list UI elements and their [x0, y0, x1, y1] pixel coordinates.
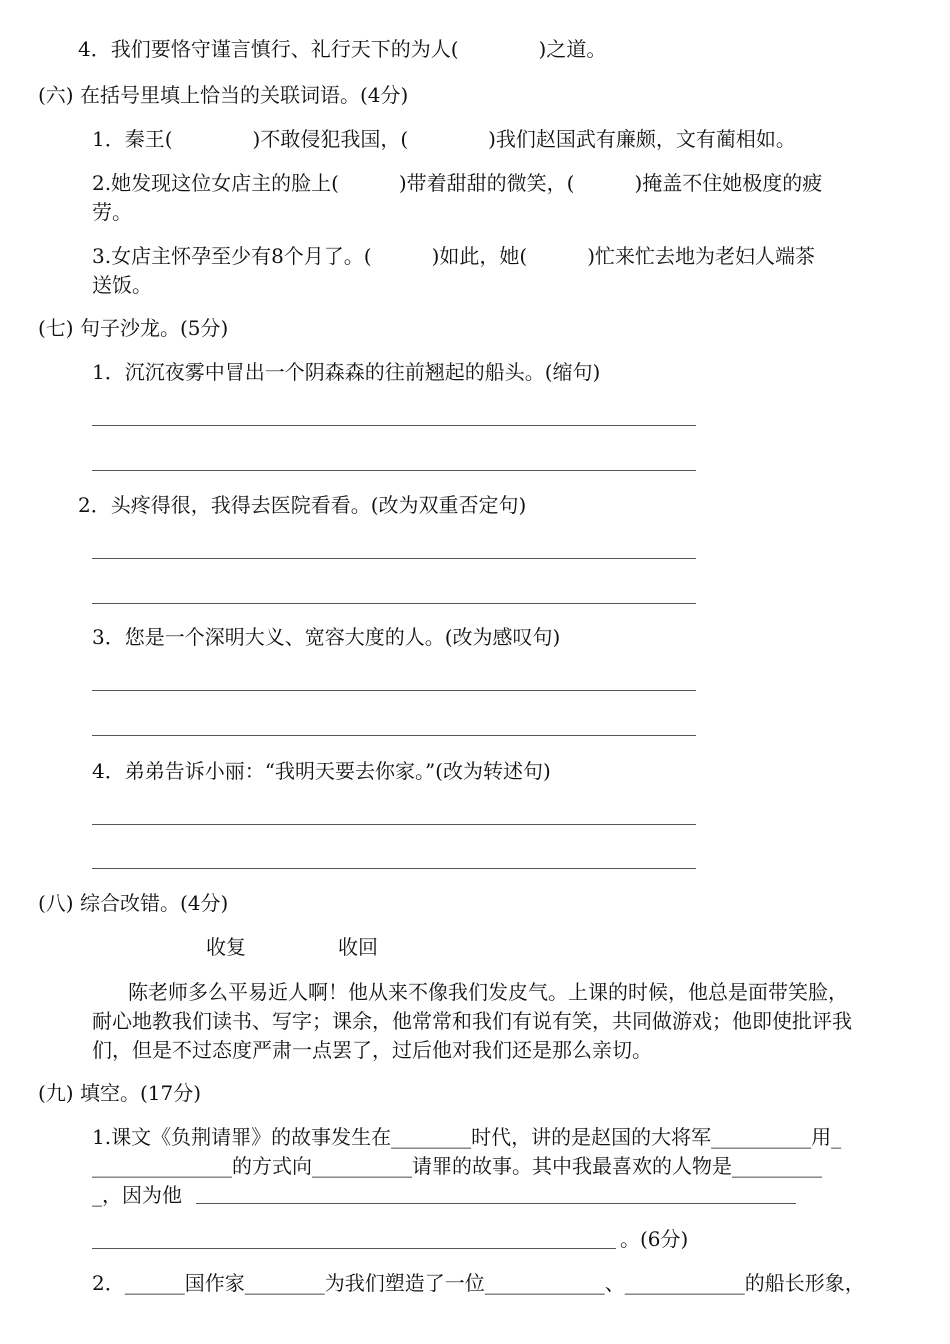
section-6-heading: (六) 在括号里填上恰当的关联词语。(4分) — [38, 83, 409, 107]
s6-question-3-line-2: 送饭。 — [92, 273, 152, 297]
s9-question-1-score: 。(6分) — [620, 1227, 689, 1251]
s6-question-1: 1．秦王( )不敢侵犯我国，( )我们赵国武有廉颇，文有蔺相如。 — [92, 127, 796, 151]
s7-question-1: 1．沉沉夜雾中冒出一个阴森森的往前翘起的船头。(缩句) — [92, 360, 601, 384]
section-8-heading: (八) 综合改错。(4分) — [38, 891, 229, 915]
s9-question-2: 2．______国作家________为我们塑造了一位____________、____________的船长形象， — [92, 1271, 865, 1295]
answer-line[interactable] — [92, 603, 696, 604]
s9-question-1-line-1: 1.课文《负荆请罪》的故事发生在________时代，讲的是赵国的大将军__________用_ — [92, 1125, 842, 1149]
s6-question-3-line-1: 3.女店主怀孕至少有8个月了。( )如此，她( )忙来忙去地为老妇人端茶 — [92, 244, 816, 268]
s7-question-3: 3．您是一个深明大义、宽容大度的人。(改为感叹句) — [92, 625, 561, 649]
answer-line[interactable] — [196, 1203, 796, 1204]
s9-question-1-line-3: _，因为他 — [92, 1183, 182, 1207]
answer-line[interactable] — [92, 690, 696, 691]
s7-question-4: 4．弟弟告诉小丽：“我明天要去你家。”(改为转述句) — [92, 759, 551, 783]
s6-question-2-line-2: 劳。 — [92, 200, 132, 224]
answer-line[interactable] — [92, 470, 696, 471]
s8-paragraph-line-1: 陈老师多么平易近人啊！他从来不像我们发皮气。上课的时候，他总是面带笑脸， — [128, 980, 848, 1004]
s6-question-2-line-1: 2.她发现这位女店主的脸上( )带着甜甜的微笑，( )掩盖不住她极度的疲 — [92, 171, 823, 195]
answer-line[interactable] — [92, 868, 696, 869]
answer-line[interactable] — [92, 735, 696, 736]
s8-paragraph-line-3: 们，但是不过态度严肃一点罢了，过后他对我们还是那么亲切。 — [92, 1038, 652, 1062]
section-9-heading: (九) 填空。(17分) — [38, 1081, 202, 1105]
s8-paragraph-line-2: 耐心地教我们读书、写字；课余，他常常和我们有说有笑，共同做游戏；他即使批评我 — [92, 1009, 852, 1033]
s7-question-2: 2．头疼得很，我得去医院看看。(改为双重否定句) — [78, 493, 527, 517]
s8-correction-word-1: 收复 — [206, 935, 246, 959]
section-7-heading: (七) 句子沙龙。(5分) — [38, 316, 229, 340]
answer-line[interactable] — [92, 558, 696, 559]
s9-question-1-line-2: ______________的方式向__________请罪的故事。其中我最喜欢的人物是_________ — [92, 1154, 822, 1178]
answer-line[interactable] — [92, 824, 696, 825]
answer-line[interactable] — [92, 425, 696, 426]
s8-correction-word-2: 收回 — [338, 935, 378, 959]
answer-line[interactable] — [92, 1248, 616, 1249]
s5-question-4: 4．我们要恪守谨言慎行、礼行天下的为人( )之道。 — [78, 37, 607, 61]
